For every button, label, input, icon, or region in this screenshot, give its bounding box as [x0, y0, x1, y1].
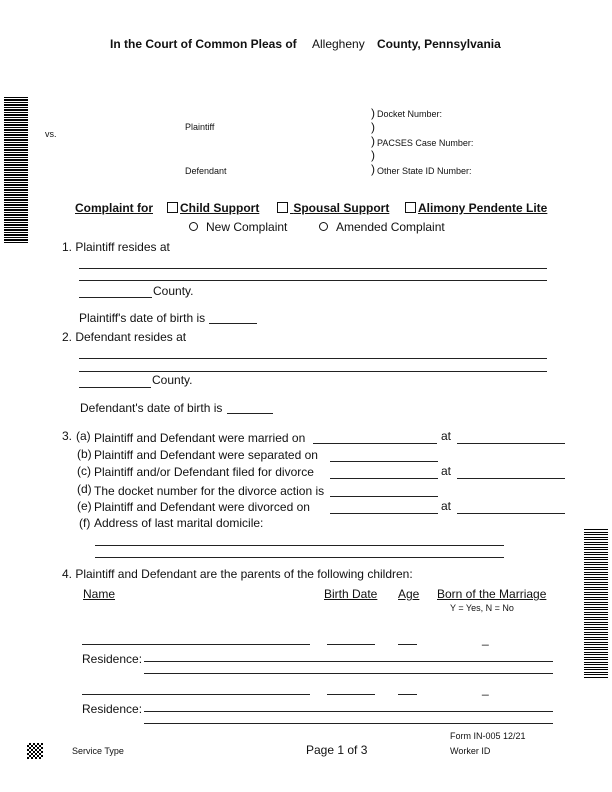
new-complaint-radio[interactable]	[189, 220, 287, 234]
divorce-docket-field[interactable]	[330, 496, 438, 497]
residence-label: Residence:	[82, 702, 143, 716]
alimony-checkbox[interactable]	[405, 201, 547, 215]
defendant-resides-label: 2. Defendant resides at	[62, 330, 187, 344]
col-age-header: Age	[398, 587, 420, 601]
plaintiff-address-line-1[interactable]	[79, 268, 547, 269]
caption-bracket: )	[371, 106, 375, 120]
col-name-header: Name	[83, 587, 116, 601]
vs-label: vs.	[45, 129, 57, 139]
left-barcode	[4, 97, 28, 243]
item-d-text: The docket number for the divorce action is	[94, 484, 325, 498]
qr-code-icon	[27, 743, 43, 759]
caption-bracket: )	[371, 162, 375, 176]
defendant-dob-field[interactable]	[227, 413, 273, 414]
defendant-county-field[interactable]	[79, 387, 151, 388]
col-born-header: Born of the Marriage	[437, 587, 547, 601]
defendant-county-label: County.	[152, 373, 193, 387]
item-c-at: at	[441, 464, 452, 478]
born-key: Y = Yes, N = No	[450, 603, 514, 613]
divorce-filed-date-field[interactable]	[330, 478, 438, 479]
divorced-place-field[interactable]	[457, 513, 565, 514]
residence-line-2[interactable]	[144, 723, 553, 724]
checkbox-icon[interactable]	[277, 202, 288, 213]
plaintiff-resides-label: 1. Plaintiff resides at	[62, 240, 170, 254]
defendant-address-line-2[interactable]	[79, 371, 547, 372]
item-d-letter: (d)	[77, 482, 92, 496]
amended-complaint-radio[interactable]	[319, 220, 445, 234]
item-f-text: Address of last marital domicile:	[94, 516, 264, 530]
defendant-dob-label: Defendant's date of birth is	[80, 401, 223, 415]
defendant-address-line-1[interactable]	[79, 358, 547, 359]
domicile-line-2[interactable]	[95, 557, 504, 558]
child-born-field[interactable]: _	[482, 632, 489, 646]
plaintiff-label: Plaintiff	[185, 122, 215, 132]
col-birth-header: Birth Date	[324, 587, 378, 601]
child-name-field[interactable]	[82, 694, 310, 695]
docket-number-label: Docket Number:	[377, 109, 443, 119]
defendant-label: Defendant	[185, 166, 227, 176]
court-prefix: In the Court of Common Pleas of	[110, 37, 297, 51]
section3-number: 3.	[62, 429, 73, 443]
child-age-field[interactable]	[398, 644, 417, 645]
new-complaint-label: New Complaint	[206, 220, 288, 234]
plaintiff-county-label: County.	[153, 284, 194, 298]
divorced-date-field[interactable]	[330, 513, 438, 514]
item-b-text: Plaintiff and Defendant were separated on	[94, 448, 318, 462]
child-support-label: Child Support	[180, 201, 260, 215]
plaintiff-county-field[interactable]	[79, 297, 152, 298]
radio-icon[interactable]	[319, 222, 328, 231]
plaintiff-address-line-2[interactable]	[79, 280, 547, 281]
item-a-letter: (a)	[76, 429, 91, 443]
child-name-field[interactable]	[82, 644, 310, 645]
radio-icon[interactable]	[189, 222, 198, 231]
child-birth-field[interactable]	[327, 644, 375, 645]
divorce-filed-place-field[interactable]	[457, 478, 565, 479]
residence-line-1[interactable]	[144, 661, 553, 662]
residence-line-2[interactable]	[144, 673, 553, 674]
married-place-field[interactable]	[457, 443, 565, 444]
item-c-text: Plaintiff and/or Defendant filed for divorce	[94, 465, 314, 479]
child-age-field[interactable]	[398, 694, 417, 695]
item-b-letter: (b)	[77, 447, 92, 461]
amended-complaint-label: Amended Complaint	[336, 220, 445, 234]
item-c-letter: (c)	[77, 464, 91, 478]
residence-line-1[interactable]	[144, 711, 553, 712]
pacses-case-number-label: PACSES Case Number:	[377, 138, 474, 148]
caption-bracket: )	[371, 134, 375, 148]
residence-label: Residence:	[82, 652, 143, 666]
child-born-field[interactable]: _	[482, 682, 489, 696]
separated-date-field[interactable]	[330, 461, 438, 462]
caption-bracket: )	[371, 120, 375, 134]
item-f-letter: (f)	[79, 516, 91, 530]
service-type-label: Service Type	[72, 746, 124, 756]
form-id: Form IN-005 12/21	[450, 731, 526, 741]
item-a-at: at	[441, 429, 452, 443]
married-date-field[interactable]	[313, 443, 437, 444]
spousal-support-label: Spousal Support	[293, 201, 390, 215]
page-number: Page 1 of 3	[306, 743, 368, 757]
alimony-label: Alimony Pendente Lite	[418, 201, 548, 215]
child-support-checkbox[interactable]	[167, 201, 259, 215]
item-e-letter: (e)	[77, 499, 92, 513]
item-e-text: Plaintiff and Defendant were divorced on	[94, 500, 310, 514]
checkbox-icon[interactable]	[167, 202, 178, 213]
item-a-text: Plaintiff and Defendant were married on	[94, 431, 306, 445]
court-suffix: County, Pennsylvania	[377, 37, 501, 51]
child-birth-field[interactable]	[327, 694, 375, 695]
right-barcode	[584, 529, 608, 678]
other-state-id-label: Other State ID Number:	[377, 166, 472, 176]
plaintiff-dob-label: Plaintiff's date of birth is	[79, 311, 206, 325]
domicile-line-1[interactable]	[95, 545, 504, 546]
caption-bracket: )	[371, 148, 375, 162]
spousal-support-checkbox[interactable]	[277, 201, 389, 215]
children-label: 4. Plaintiff and Defendant are the parents of the following children:	[62, 567, 413, 581]
complaint-title: Complaint for	[75, 201, 153, 215]
plaintiff-dob-field[interactable]	[209, 323, 257, 324]
worker-id-label: Worker ID	[450, 746, 491, 756]
county-value: Allegheny	[312, 37, 365, 51]
checkbox-icon[interactable]	[405, 202, 416, 213]
item-e-at: at	[441, 499, 452, 513]
